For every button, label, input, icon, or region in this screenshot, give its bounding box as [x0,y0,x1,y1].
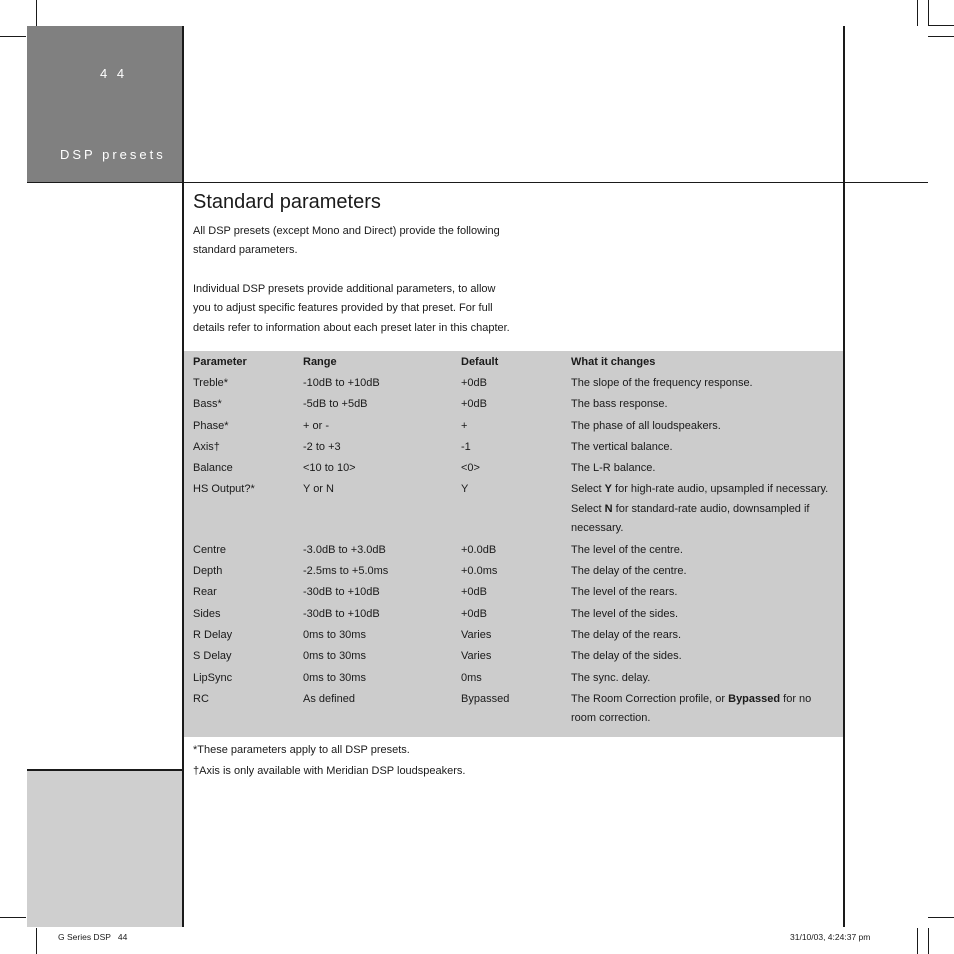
description-cell [571,562,836,583]
range-cell: -3.0dB to +3.0dB [303,543,386,556]
description-text: The level of the sides. [571,607,679,620]
table-row [193,480,836,540]
description-cell [571,459,836,480]
range-cell: -30dB to +10dB [303,586,380,599]
table-row [193,562,836,583]
default-cell: <0> [461,462,480,475]
parameter-cell: Balance [193,462,233,475]
parameter-cell: Sides [193,607,221,620]
description-text: The sync. delay. [571,671,651,684]
table-body [193,374,836,731]
details-paragraph: Individual DSP presets provide additional parameters, to allow you to adjust specific features provided by that preset. For full details refer to information about each preset later in this chapter. [193,283,510,334]
parameter-cell: Depth [193,565,223,578]
table-row [193,417,836,438]
description-text: Select [571,483,605,496]
table-row [193,626,836,647]
right-column-rule [843,26,845,927]
crop-mark [917,0,918,26]
table-row [193,459,836,480]
crop-mark [928,0,929,26]
default-cell: Bypassed [461,692,510,705]
column-header: Range [303,356,337,368]
footnote: †Axis is only available with Meridian DSP loudspeakers. [193,765,466,777]
crop-mark [0,36,26,37]
parameter-cell: Axis† [193,440,220,453]
description-emphasis: Y [604,483,612,496]
default-cell: +0dB [461,398,487,411]
default-cell: +0dB [461,377,487,389]
parameter-cell: LipSync [193,671,233,684]
default-cell: Varies [461,650,492,663]
table-row [193,690,836,731]
parameter-cell: RC [193,692,209,705]
description-text: The delay of the rears. [571,628,682,641]
crop-mark [36,0,37,26]
crop-mark [928,36,954,37]
parameter-table [184,351,843,737]
page-number: 4 4 [100,66,128,81]
table-row [193,438,836,459]
column-header: Parameter [193,356,247,368]
description-text: The slope of the frequency response. [571,377,753,389]
description-cell [571,583,836,604]
column-header: What it changes [571,356,656,368]
description-cell [571,647,836,668]
default-cell: + [461,419,468,432]
description-text: The phase of all loudspeakers. [571,419,721,432]
parameter-cell: Treble* [193,377,229,389]
table-row [193,669,836,690]
parameter-cell: S Delay [193,650,232,663]
description-text: for no room correction. [571,692,812,725]
default-cell: +0dB [461,607,487,620]
range-cell: -10dB to +10dB [303,377,380,389]
crop-mark [0,917,26,918]
parameter-cell: R Delay [193,628,233,641]
column-header: Default [461,356,499,368]
description-cell [571,395,836,416]
default-cell: -1 [461,440,471,453]
description-text: The vertical balance. [571,440,673,453]
crop-mark [928,917,954,918]
description-emphasis: N [604,502,613,515]
parameter-cell: Rear [193,586,217,599]
table-row [193,541,836,562]
description-text: The L-R balance. [571,462,656,475]
description-cell [571,417,836,438]
table-row [193,374,836,395]
table-row [193,583,836,604]
description-text: The delay of the centre. [571,565,687,578]
intro-paragraph: All DSP presets (except Mono and Direct) provide the following standard parameters. [193,225,500,257]
description-text: The level of the centre. [571,543,683,556]
description-emphasis: Bypassed [728,692,781,705]
range-cell: As defined [303,692,355,705]
crop-mark [928,25,954,26]
table-header-row [193,353,836,374]
footer-timestamp: 31/10/03, 4:24:37 pm [790,932,871,942]
parameter-table-grid [193,353,836,731]
table-row [193,647,836,668]
parameter-cell: Centre [193,543,227,556]
range-cell: -2.5ms to +5.0ms [303,565,389,578]
description-cell [571,626,836,647]
description-cell [571,480,836,540]
range-cell: -5dB to +5dB [303,398,368,411]
crop-mark [928,928,929,954]
parameter-cell: Bass* [193,398,222,411]
default-cell: +0dB [461,586,487,599]
header-rule [27,182,928,183]
table-row [193,395,836,416]
description-cell [571,605,836,626]
range-cell: 0ms to 30ms [303,671,366,684]
default-cell: +0.0ms [461,565,498,578]
parameter-cell: Phase* [193,419,229,432]
description-text: The delay of the sides. [571,650,682,663]
description-cell [571,541,836,562]
range-cell: -2 to +3 [303,440,341,453]
default-cell: +0.0dB [461,543,497,556]
description-text: The bass response. [571,398,668,411]
default-cell: 0ms [461,671,482,684]
description-cell [571,690,836,731]
description-text: The level of the rears. [571,586,678,599]
footnote: *These parameters apply to all DSP presets. [193,744,410,756]
range-cell: -30dB to +10dB [303,607,380,620]
section-title: DSP presets [60,147,166,162]
table-row [193,605,836,626]
crop-mark [917,928,918,954]
footer-file-label: G Series DSP 44 [58,932,128,942]
sidebar-footer-block [27,770,183,927]
page-heading: Standard parameters [193,191,381,213]
range-cell: 0ms to 30ms [303,650,366,663]
range-cell: + or - [303,419,329,432]
description-text: for high-rate audio, upsampled if necessary. Select [571,483,829,515]
range-cell: <10 to 10> [303,462,356,475]
description-cell [571,669,836,690]
range-cell: 0ms to 30ms [303,628,366,641]
default-cell: Y [461,483,469,496]
parameter-cell: HS Output?* [193,483,255,496]
sidebar-rule [27,769,183,771]
description-text: for standard-rate audio, downsampled if necessary. [571,502,810,535]
range-cell: Y or N [303,483,334,496]
description-text: The Room Correction profile, or [571,692,729,705]
default-cell: Varies [461,628,492,641]
crop-mark [36,928,37,954]
description-cell [571,438,836,459]
description-cell [571,374,836,395]
